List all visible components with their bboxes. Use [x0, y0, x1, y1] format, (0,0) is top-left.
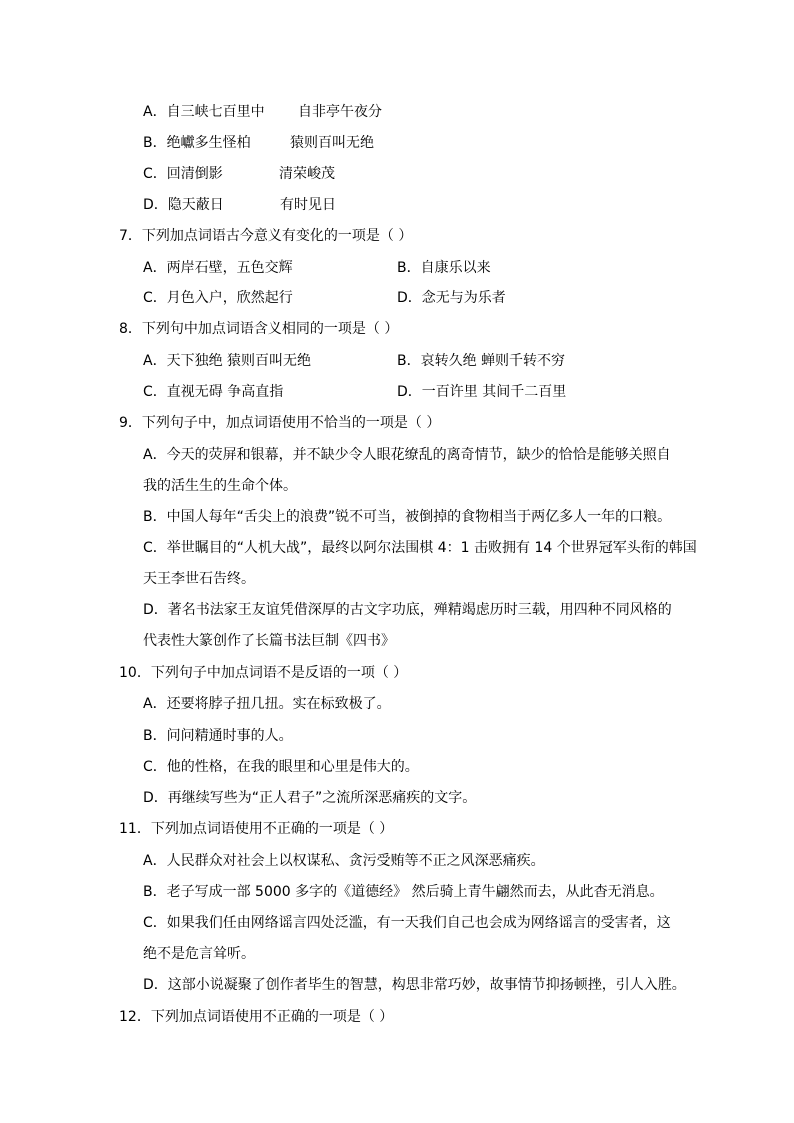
q8-option-c: C．直视无碍 争高直指 — [143, 384, 284, 400]
q7-option-c: C．月色入户，欣然起行 — [143, 290, 293, 306]
q9-stem: 9．下列句子中，加点词语使用不恰当的一项是（ ） — [119, 415, 441, 431]
q6-option-b — [143, 133, 374, 153]
q7-option-row — [143, 288, 506, 308]
q6-option-d-left: D．隐天蔽日 — [143, 197, 224, 213]
q6-option-a-left: A．自三峡七百里中 — [143, 104, 265, 120]
q10-option-d: D．再继续写些为“正人君子”之流所深恶痛疾的文字。 — [143, 790, 477, 806]
q11-option-a: A．人民群众对社会上以权谋私、贪污受贿等不正之风深恶痛疾。 — [143, 853, 545, 869]
q9-option-a-cont: 我的活生生的生命个体。 — [143, 478, 297, 494]
q8-option-d: D．一百许里 其间千二百里 — [397, 384, 567, 400]
q8-stem: 8．下列句中加点词语含义相同的一项是（ ） — [119, 321, 399, 337]
q9-option-d-cont: 代表性大篆创作了长篇书法巨制《四书》 — [143, 633, 395, 649]
q11-stem: 11．下列加点词语使用不正确的一项是（ ） — [119, 821, 394, 837]
q10-option-c: C．他的性格，在我的眼里和心里是伟大的。 — [143, 759, 419, 775]
q7-option-a: A．两岸石壁，五色交辉 — [143, 260, 293, 276]
q9-option-c: C．举世瞩目的“人机大战”，最终以阿尔法围棋 4：1 击败拥有 14 个世界冠军头衔的韩国 — [143, 540, 697, 556]
q6-option-c-left: C．回清倒影 — [143, 166, 223, 182]
q9-option-a: A．今天的荧屏和银幕，并不缺少令人眼花缭乱的离奇情节，缺少的恰恰是能够关照自 — [143, 447, 671, 463]
q6-option-a-right: 自非亭午夜分 — [298, 104, 382, 120]
q9-option-b: B．中国人每年“舌尖上的浪费”锐不可当，被倒掉的食物相当于两亿多人一年的口粮。 — [143, 509, 672, 525]
q6-option-c — [143, 164, 335, 184]
q11-option-c: C．如果我们任由网络谣言四处泛滥，有一天我们自己也会成为网络谣言的受害者，这 — [143, 915, 671, 931]
q8-option-row — [143, 351, 566, 371]
q7-option-row — [143, 258, 491, 278]
q12-stem: 12．下列加点词语使用不正确的一项是（ ） — [119, 1009, 394, 1025]
q11-option-b: B．老子写成一部 5000 多字的《道德经》 然后骑上青牛翩然而去，从此杳无消息。 — [143, 884, 664, 900]
q8-option-a: A．天下独绝 猿则百叫无绝 — [143, 353, 312, 369]
q6-option-a — [143, 102, 382, 122]
q7-option-b: B．自康乐以来 — [397, 260, 491, 276]
q7-option-d: D．念无与为乐者 — [397, 290, 506, 306]
q6-option-d-right: 有时见日 — [280, 197, 336, 213]
q11-option-d: D．这部小说凝聚了创作者毕生的智慧，构思非常巧妙，故事情节抑扬顿挫，引人入胜。 — [143, 977, 686, 993]
q10-stem: 10．下列句子中加点词语不是反语的一项（ ） — [119, 665, 408, 681]
q9-option-d: D．著名书法家王友谊凭借深厚的古文字功底，殚精竭虑历时三载，用四种不同风格的 — [143, 602, 672, 618]
q7-stem: 7．下列加点词语古今意义有变化的一项是（ ） — [119, 228, 413, 244]
q6-option-c-right: 清荣峻茂 — [279, 166, 335, 182]
q8-option-b: B．哀转久绝 蝉则千转不穷 — [397, 353, 566, 369]
q10-option-a: A．还要将脖子扭几扭。实在标致极了。 — [143, 696, 391, 712]
q10-option-b: B．问问精通时事的人。 — [143, 728, 293, 744]
q8-option-row — [143, 382, 567, 402]
q6-option-b-right: 猿则百叫无绝 — [290, 135, 374, 151]
q6-option-b-left: B．绝巘多生怪柏 — [143, 135, 251, 151]
q9-option-c-cont: 天王李世石告终。 — [143, 571, 255, 587]
q11-option-c-cont: 绝不是危言耸听。 — [143, 946, 255, 962]
q6-option-d — [143, 195, 336, 215]
